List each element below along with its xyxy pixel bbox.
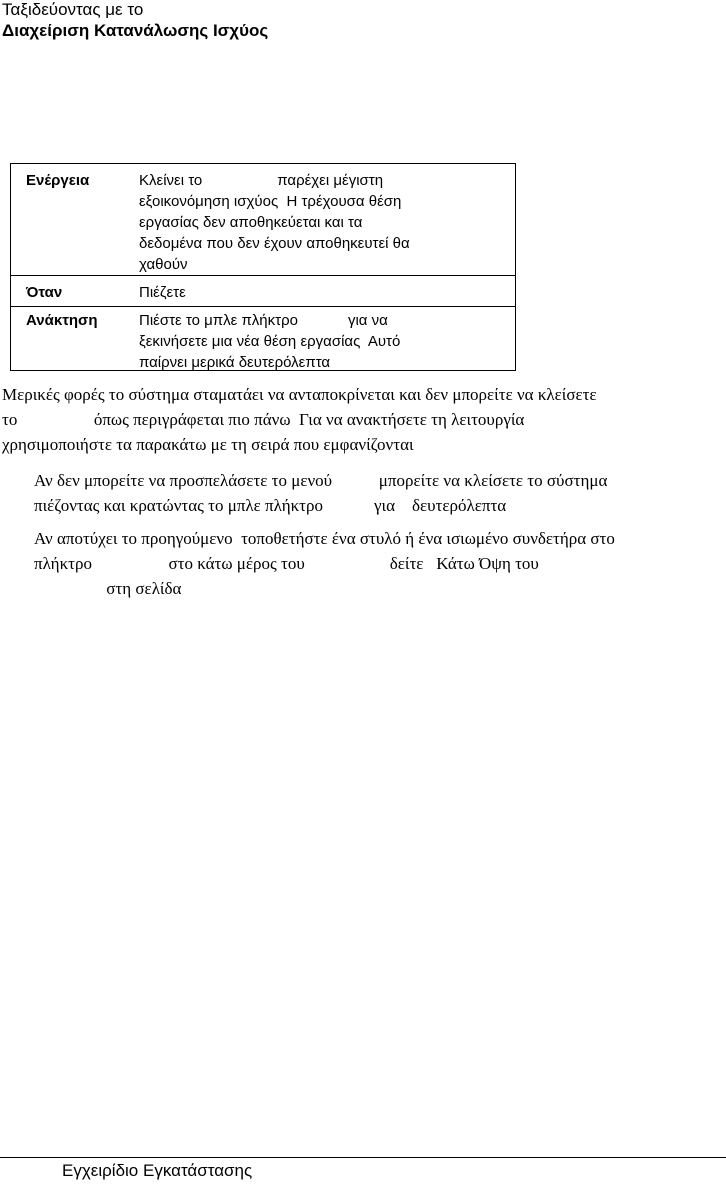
row-text-line: Κλείνει το παρέχει μέγιστη (139, 172, 384, 189)
row-divider (11, 306, 515, 307)
step-line: πλήκτρο στο κάτω μέρος του δείτε Κάτω Όψη του (34, 554, 539, 573)
row-text-line: ξεκινήσετε μια νέα θέση εργασίας Αυτό (139, 333, 401, 350)
row-text-line: παίρνει μερικά δευτερόλεπτα (139, 354, 331, 371)
row-text-when (139, 282, 499, 303)
power-action-table (10, 163, 516, 371)
row-text-line: εξοικονόμηση ισχύος Η τρέχουσα θέση (139, 193, 402, 210)
step-item-1 (34, 468, 724, 518)
chapter-header: Ταξιδεύοντας με το (2, 0, 144, 19)
row-label-action: Ενέργεια (26, 172, 90, 189)
footer-rule (0, 1157, 726, 1158)
section-title: Διαχείριση Κατανάλωσης Ισχύος (2, 21, 269, 40)
intro-paragraph (2, 382, 722, 457)
paragraph-line: Μερικές φορές το σύστημα σταματάει να ανταποκρίνεται και δεν μπορείτε να κλείσετε (2, 385, 597, 404)
row-text-recovery (139, 310, 499, 373)
row-label-when: Όταν (26, 284, 63, 301)
footer-title: Εγχειρίδιο Εγκατάστασης (62, 1161, 253, 1180)
row-text-line: χαθούν (139, 256, 188, 273)
row-text-action (139, 170, 499, 275)
paragraph-line: το όπως περιγράφεται πιο πάνω Για να ανακτήσετε τη λειτουργία (2, 410, 525, 429)
paragraph-line: χρησιμοποιήστε τα παρακάτω με τη σειρά που εμφανίζονται (2, 435, 414, 454)
step-line: στη σελίδα (34, 579, 182, 598)
row-text-line: Πιέζετε (139, 284, 186, 301)
row-divider (11, 275, 515, 276)
step-line: πιέζοντας και κρατώντας το μπλε πλήκτρο για δευτερόλεπτα (34, 496, 507, 515)
step-line: Αν αποτύχει το προηγούμενο τοποθετήστε ένα στυλό ή ένα ισιωμένο συνδετήρα στο (34, 529, 615, 548)
step-item-2 (34, 526, 724, 601)
row-label-recovery: Ανάκτηση (26, 312, 98, 329)
step-line: Αν δεν μπορείτε να προσπελάσετε το μενού μπορείτε να κλείσετε το σύστημα (34, 471, 608, 490)
row-text-line: Πιέστε το μπλε πλήκτρο για να (139, 312, 388, 329)
row-text-line: δεδομένα που δεν έχουν αποθηκευτεί θα (139, 235, 410, 252)
row-text-line: εργασίας δεν αποθηκεύεται και τα (139, 214, 363, 231)
